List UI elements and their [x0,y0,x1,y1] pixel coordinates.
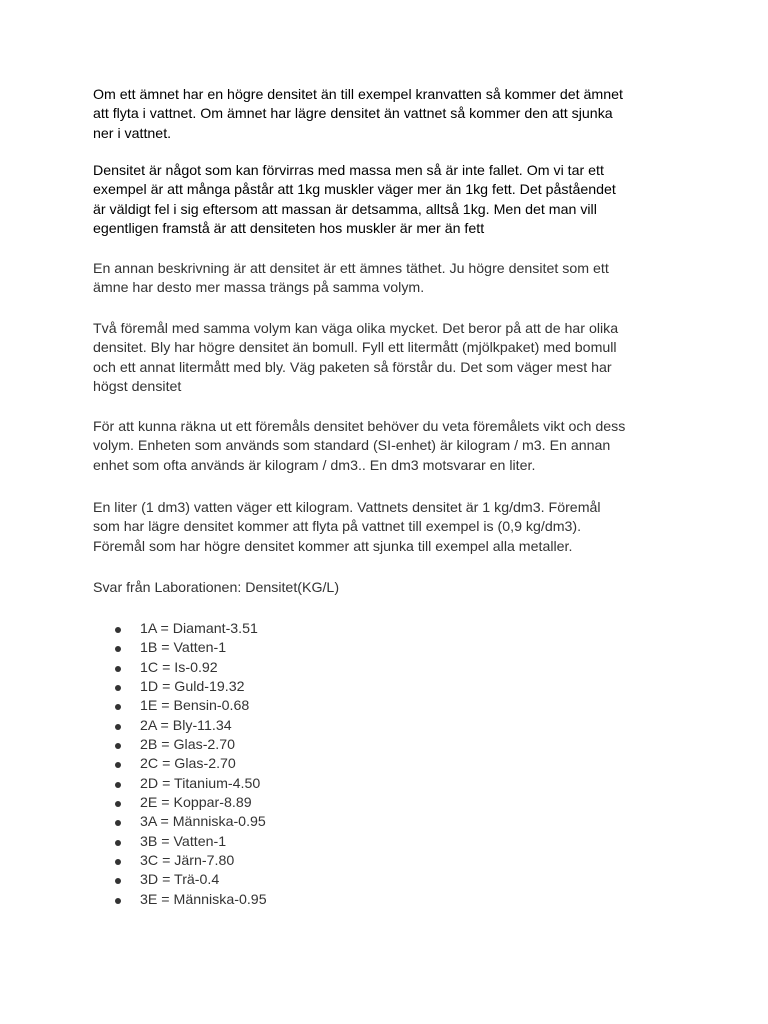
paragraph-line: För att kunna räkna ut ett föremåls densitet behöver du veta föremålets vikt och dess [93,419,626,435]
bullet-icon [115,704,121,710]
lab-result-item [93,736,267,755]
paragraph-line: exempel är att många påstår att 1kg muskler väger mer än 1kg fett. Det påståendet [93,182,616,199]
paragraph-line: egentligen framstå är att densiteten hos muskler är mer än fett [93,220,485,237]
lab-result-item [93,697,267,716]
lab-result-text: 2E = Koppar-8.89 [140,794,252,811]
paragraph-density-description [93,260,609,299]
bullet-icon [115,801,121,807]
paragraph-line: En liter (1 dm3) vatten väger ett kilogram. Vattnets densitet är 1 kg/dm3. Föremål [93,500,601,516]
paragraph-line: Densitet är något som kan förvirras med massa men så är inte fallet. Om vi tar ett [93,163,604,179]
bullet-icon [115,646,121,652]
paragraph-water-density [93,499,601,557]
paragraph-line: En annan beskrivning är att densitet är ett ämnes täthet. Ju högre densitet som ett [93,261,609,277]
bullet-icon [115,878,121,884]
lab-result-text: 3C = Järn-7.80 [140,852,235,869]
lab-result-text: 3D = Trä-0.4 [140,872,220,889]
paragraph-line: densitet. Bly har högre densitet än bomull. Fyll ett litermått (mjölkpaket) med bomull [93,340,617,357]
lab-result-item [93,755,267,774]
bullet-icon [115,820,121,826]
lab-result-text: 3B = Vatten-1 [140,833,227,850]
paragraph-line: ner i vattnet. [93,125,172,142]
paragraph-line: Föremål som har högre densitet kommer att sjunka till exempel alla metaller. [93,538,573,555]
bullet-icon [115,898,121,904]
lab-result-item [93,852,267,871]
lab-result-text: 3E = Människa-0.95 [140,891,267,908]
bullet-icon [115,685,121,691]
lab-result-text: 2C = Glas-2.70 [140,756,236,773]
paragraph-line: ämne har desto mer massa trängs på samma volym. [93,280,425,297]
bullet-icon [115,782,121,788]
paragraph-line: och ett annat litermått med bly. Väg paketen så förstår du. Det som väger mest har [93,359,612,376]
lab-result-item [93,659,267,678]
bullet-icon [115,627,121,633]
bullet-icon [115,743,121,749]
lab-result-text: 2D = Titanium-4.50 [140,775,261,792]
lab-results-list [93,620,267,910]
lab-result-text: 2B = Glas-2.70 [140,736,236,753]
paragraph-line: som har lägre densitet kommer att flyta på vattnet till exempel is (0,9 kg/dm3). [93,519,582,536]
bullet-icon [115,840,121,846]
paragraph-line: Två föremål med samma volym kan väga olika mycket. Det beror på att de har olika [93,321,619,337]
paragraph-line: att flyta i vattnet. Om ämnet har lägre densitet än vattnet så kommer den att sjunka [93,106,613,123]
bullet-icon [115,762,121,768]
paragraph-density-vs-mass [93,162,616,239]
lab-result-item [93,833,267,852]
bullet-icon [115,666,121,672]
paragraph-line: är väldigt fel i sig eftersom att massan är detsamma, alltså 1kg. Men det man vill [93,201,597,218]
lab-result-item [93,717,267,736]
paragraph-same-volume-weight [93,320,618,397]
lab-result-text: 1C = Is-0.92 [140,659,218,676]
lab-result-item [93,813,267,832]
lab-result-item [93,775,267,794]
lab-result-text: 1B = Vatten-1 [140,640,227,657]
lab-result-text: 1E = Bensin-0.68 [140,698,250,715]
lab-result-text: 1D = Guld-19.32 [140,678,245,695]
lab-result-item [93,891,267,910]
bullet-icon [115,724,121,730]
paragraph-floating-sinking [93,86,623,144]
bullet-icon [115,859,121,865]
paragraph-line: volym. Enheten som används som standard (SI-enhet) är kilogram / m3. En annan [93,438,611,455]
paragraph-line: Om ett ämnet har en högre densitet än till exempel kranvatten så kommer det ämnet [93,87,623,103]
paragraph-line: högst densitet [93,378,182,395]
lab-result-text: 3A = Människa-0.95 [140,814,266,831]
lab-results-heading: Svar från Laborationen: Densitet(KG/L) [93,580,340,596]
paragraph-calculating-density [93,418,625,476]
lab-result-item [93,678,267,697]
lab-result-item [93,871,267,890]
lab-result-item [93,620,267,639]
paragraph-line: enhet som ofta används är kilogram / dm3.. En dm3 motsvarar en liter. [93,457,536,474]
lab-result-item [93,639,267,658]
lab-result-item [93,794,267,813]
lab-result-text: 2A = Bly-11.34 [140,717,232,734]
lab-result-text: 1A = Diamant-3.51 [140,621,258,637]
